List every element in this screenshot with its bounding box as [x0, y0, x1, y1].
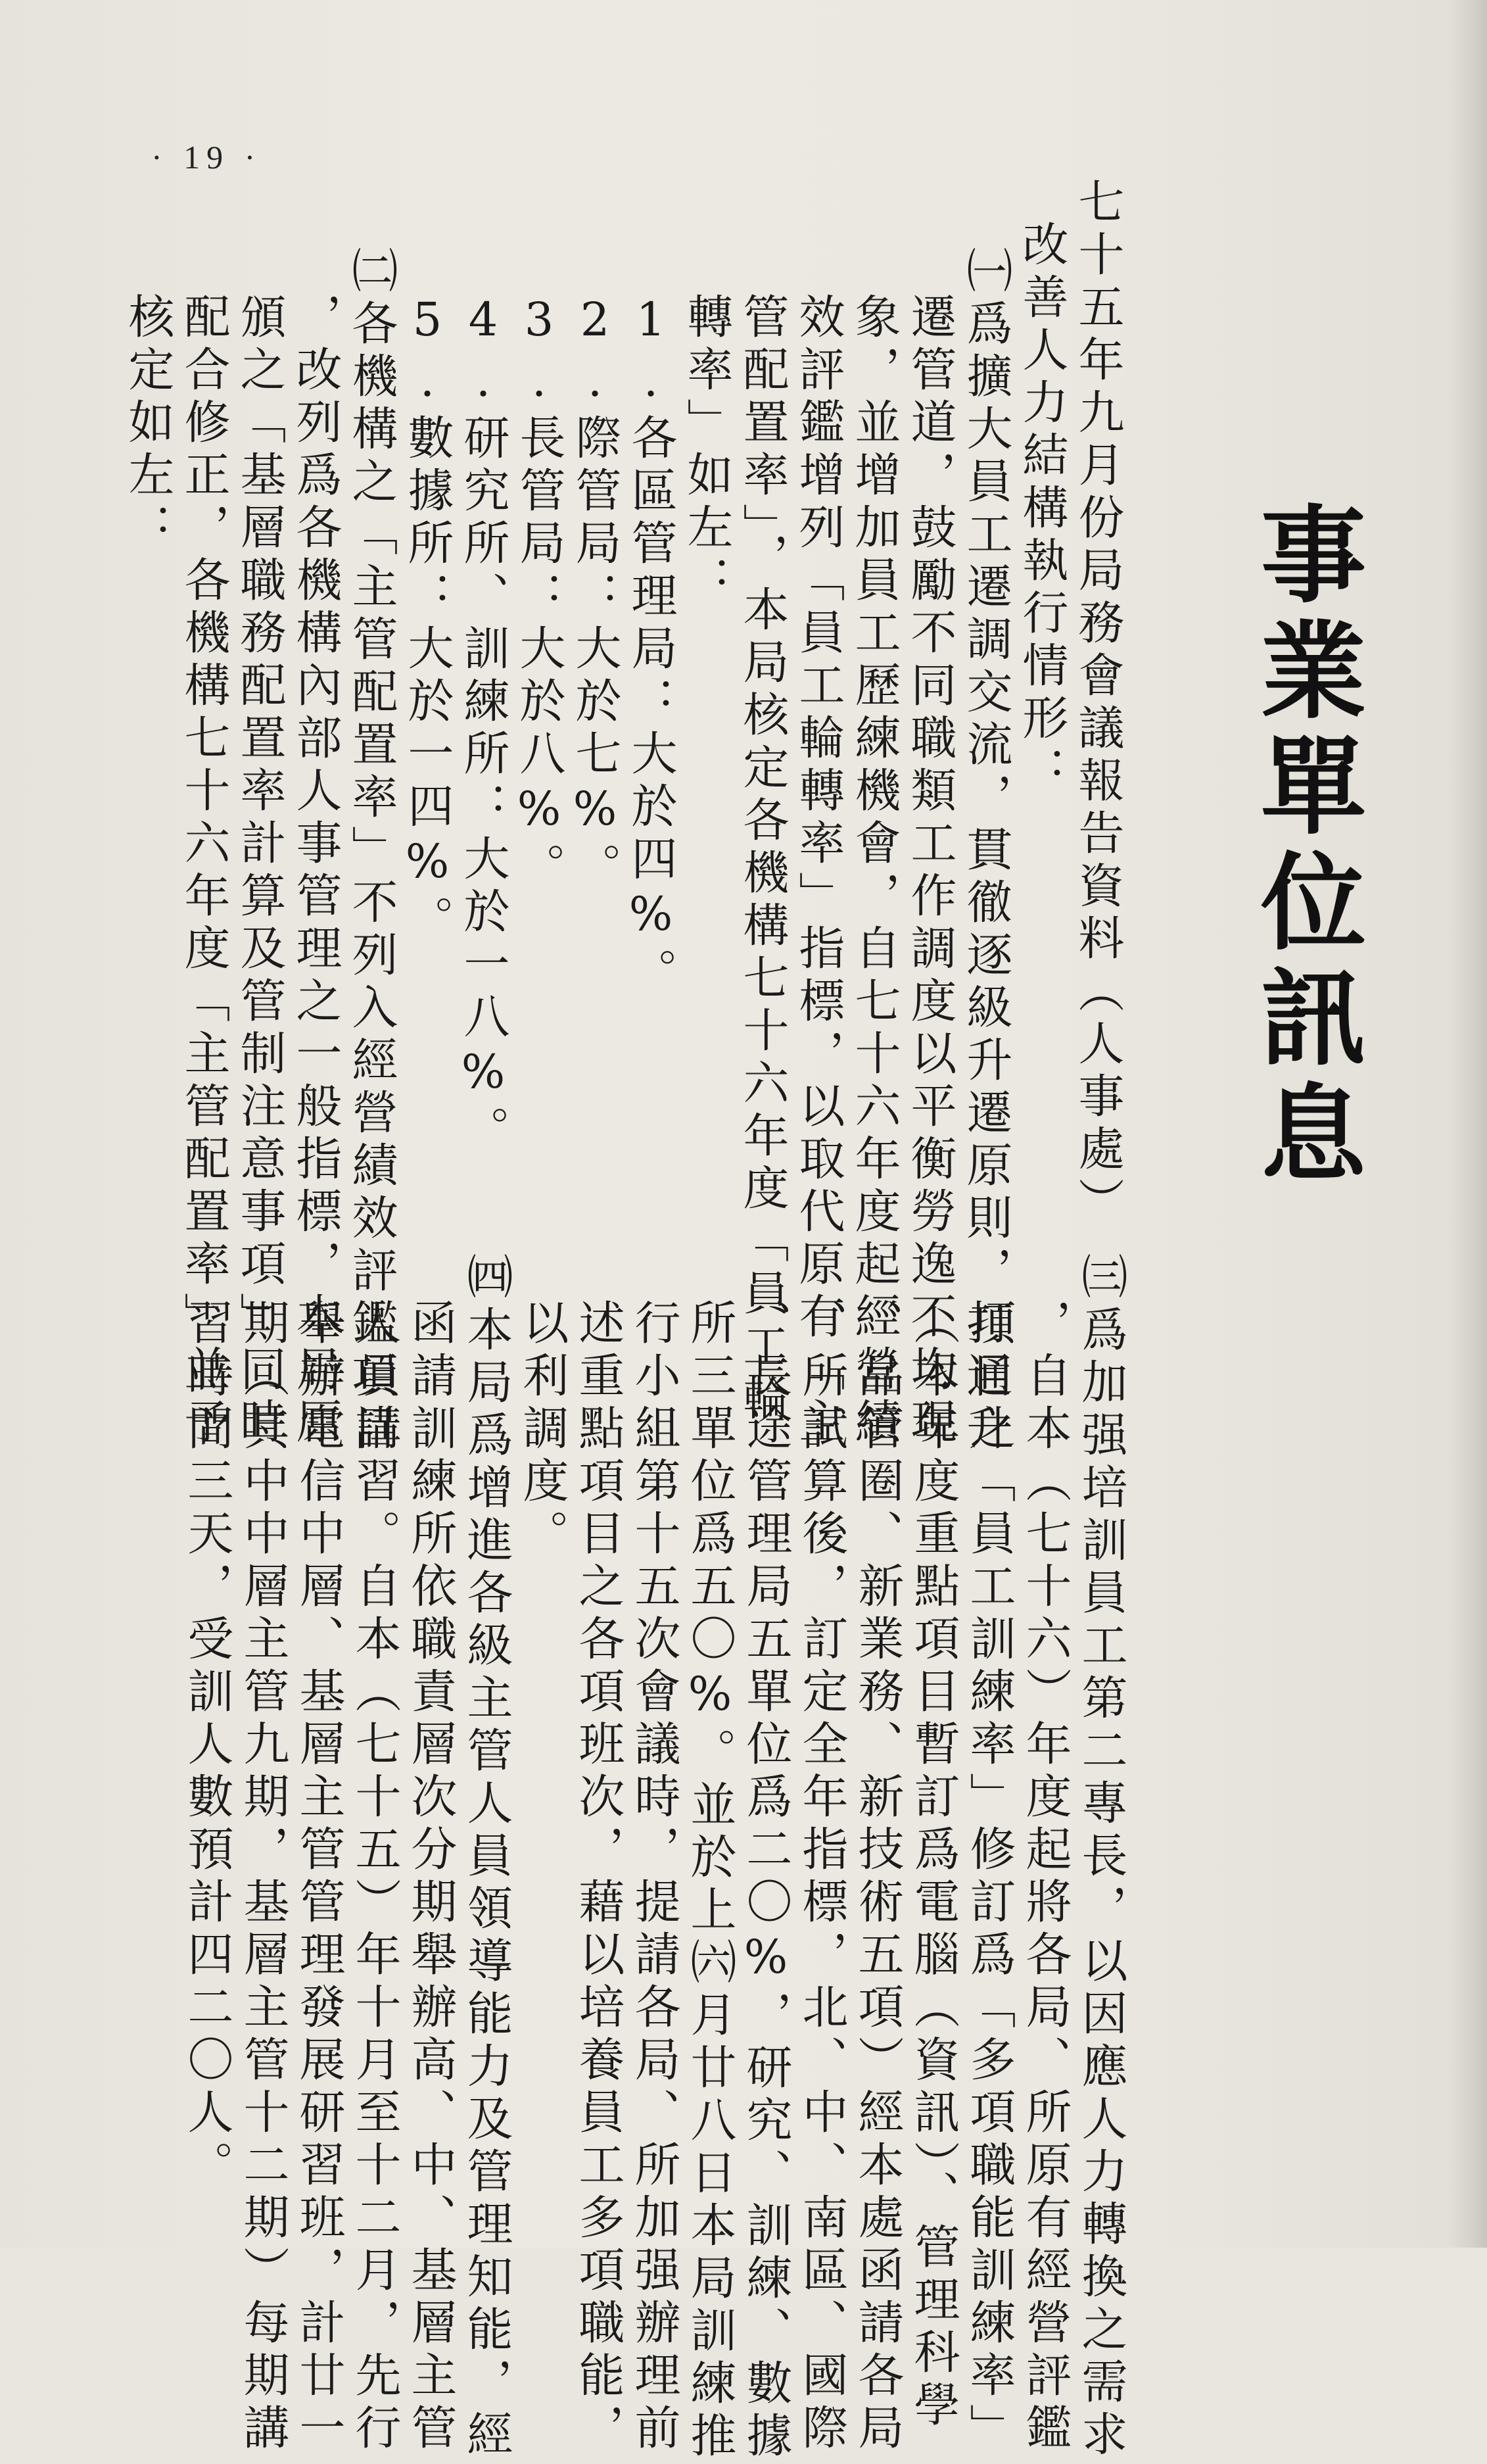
- text-column-31: 函請訓練所依職責層次分期舉辦高、中、基層主管: [404, 1299, 458, 2456]
- text-column-24: 、所試算後，訂定全年指標，北、中、南區、國際: [795, 1299, 849, 2456]
- text-column-22: （本年度重點項目暫訂爲電腦（資訊）、管理科學: [907, 1299, 960, 2433]
- text-column-30: ㈣本局爲增進各級主管人員領導能力及管理知能，經: [460, 1253, 513, 2463]
- page-gutter-shadow: [1448, 0, 1487, 2248]
- text-column-9: 1.各區管理局：大於四%。: [624, 293, 678, 1000]
- text-column-25: 、長途管理局五單位爲二〇%，研究、訓練、數據: [739, 1299, 793, 2464]
- text-column-3: ㈠爲擴大員工遷調交流，貫徹逐級升遷原則，打通升: [959, 247, 1013, 1457]
- text-column-13: 5.數據所：大於一四%。: [400, 293, 454, 948]
- text-column-7: 管配置率」，本局核定各機構七十六年度「員工輪: [736, 293, 790, 1427]
- text-column-12: 4.研究所、訓練所：大於一八%。: [456, 293, 510, 1158]
- text-column-32: 人員講習。自本（七十五）年十月至十二月，先行: [348, 1299, 402, 2456]
- text-column-2: 改善人力結構執行情形：: [1015, 220, 1069, 799]
- text-column-21: 項目之「員工訓練率」修訂爲「多項職能訓練率」: [962, 1299, 1016, 2456]
- text-column-34: 期（其中中層主管九期，基層主管十二期）每期講: [236, 1299, 290, 2456]
- text-column-19: ㈢爲加强培訓員工第二專長，以因應人力轉換之需求: [1074, 1253, 1128, 2463]
- text-column-17: 配合修正，各機構七十六年度「主管配置率」並予: [177, 293, 231, 1450]
- text-column-29: 以利調度。: [515, 1299, 569, 1562]
- text-column-11: 3.長管局：大於八%。: [512, 293, 566, 895]
- text-column-8: 轉率」如左：: [680, 293, 734, 608]
- text-column-23: 、品管圈、新業務、新技術五項）經本處函請各局: [851, 1299, 905, 2456]
- text-column-10: 2.際管局：大於七%。: [568, 293, 622, 895]
- text-column-33: 舉辦電信中層、基層主管管理發展研習班，計廿一: [292, 1299, 346, 2456]
- text-column-1: 七十五年九月份局務會議報告資料（人事處）: [1071, 178, 1125, 1230]
- text-column-35: 習時間三天，受訓人數預計四二〇人。: [180, 1299, 234, 2193]
- text-column-26: 所三單位爲五〇%。並於上㈥月廿八日本局訓練推: [683, 1299, 737, 2464]
- text-column-15: ，改列爲各機構內部人事管理之一般指標，本局原: [289, 293, 342, 1450]
- page-number: · 19 ·: [151, 139, 262, 176]
- text-column-5: 象，並增加員工歷練機會，自七十六年度起經營績: [847, 293, 901, 1450]
- text-column-27: 行小組第十五次會議時，提請各局、所加强辦理前: [627, 1299, 681, 2456]
- text-column-20: ，自本（七十六）年度起將各局、所原有經營評鑑: [1018, 1299, 1072, 2456]
- text-column-18: 核定如左：: [121, 293, 175, 556]
- text-column-4: 遷管道，鼓勵不同職類工作調度以平衡勞逸不均現: [903, 293, 957, 1450]
- page-title: 事業單位訊息: [1243, 500, 1367, 1194]
- text-column-28: 述重點項目之各項班次，藉以培養員工多項職能，: [571, 1299, 625, 2456]
- text-column-6: 效評鑑增列「員工輪轉率」指標，以取代原有「主: [791, 293, 845, 1450]
- text-column-16: 頒之「基層職務配置率計算及管制注意事項」同時: [233, 293, 287, 1450]
- text-column-14: ㈡各機構之「主管配置率」不列入經營績效評鑑項目: [344, 247, 398, 1457]
